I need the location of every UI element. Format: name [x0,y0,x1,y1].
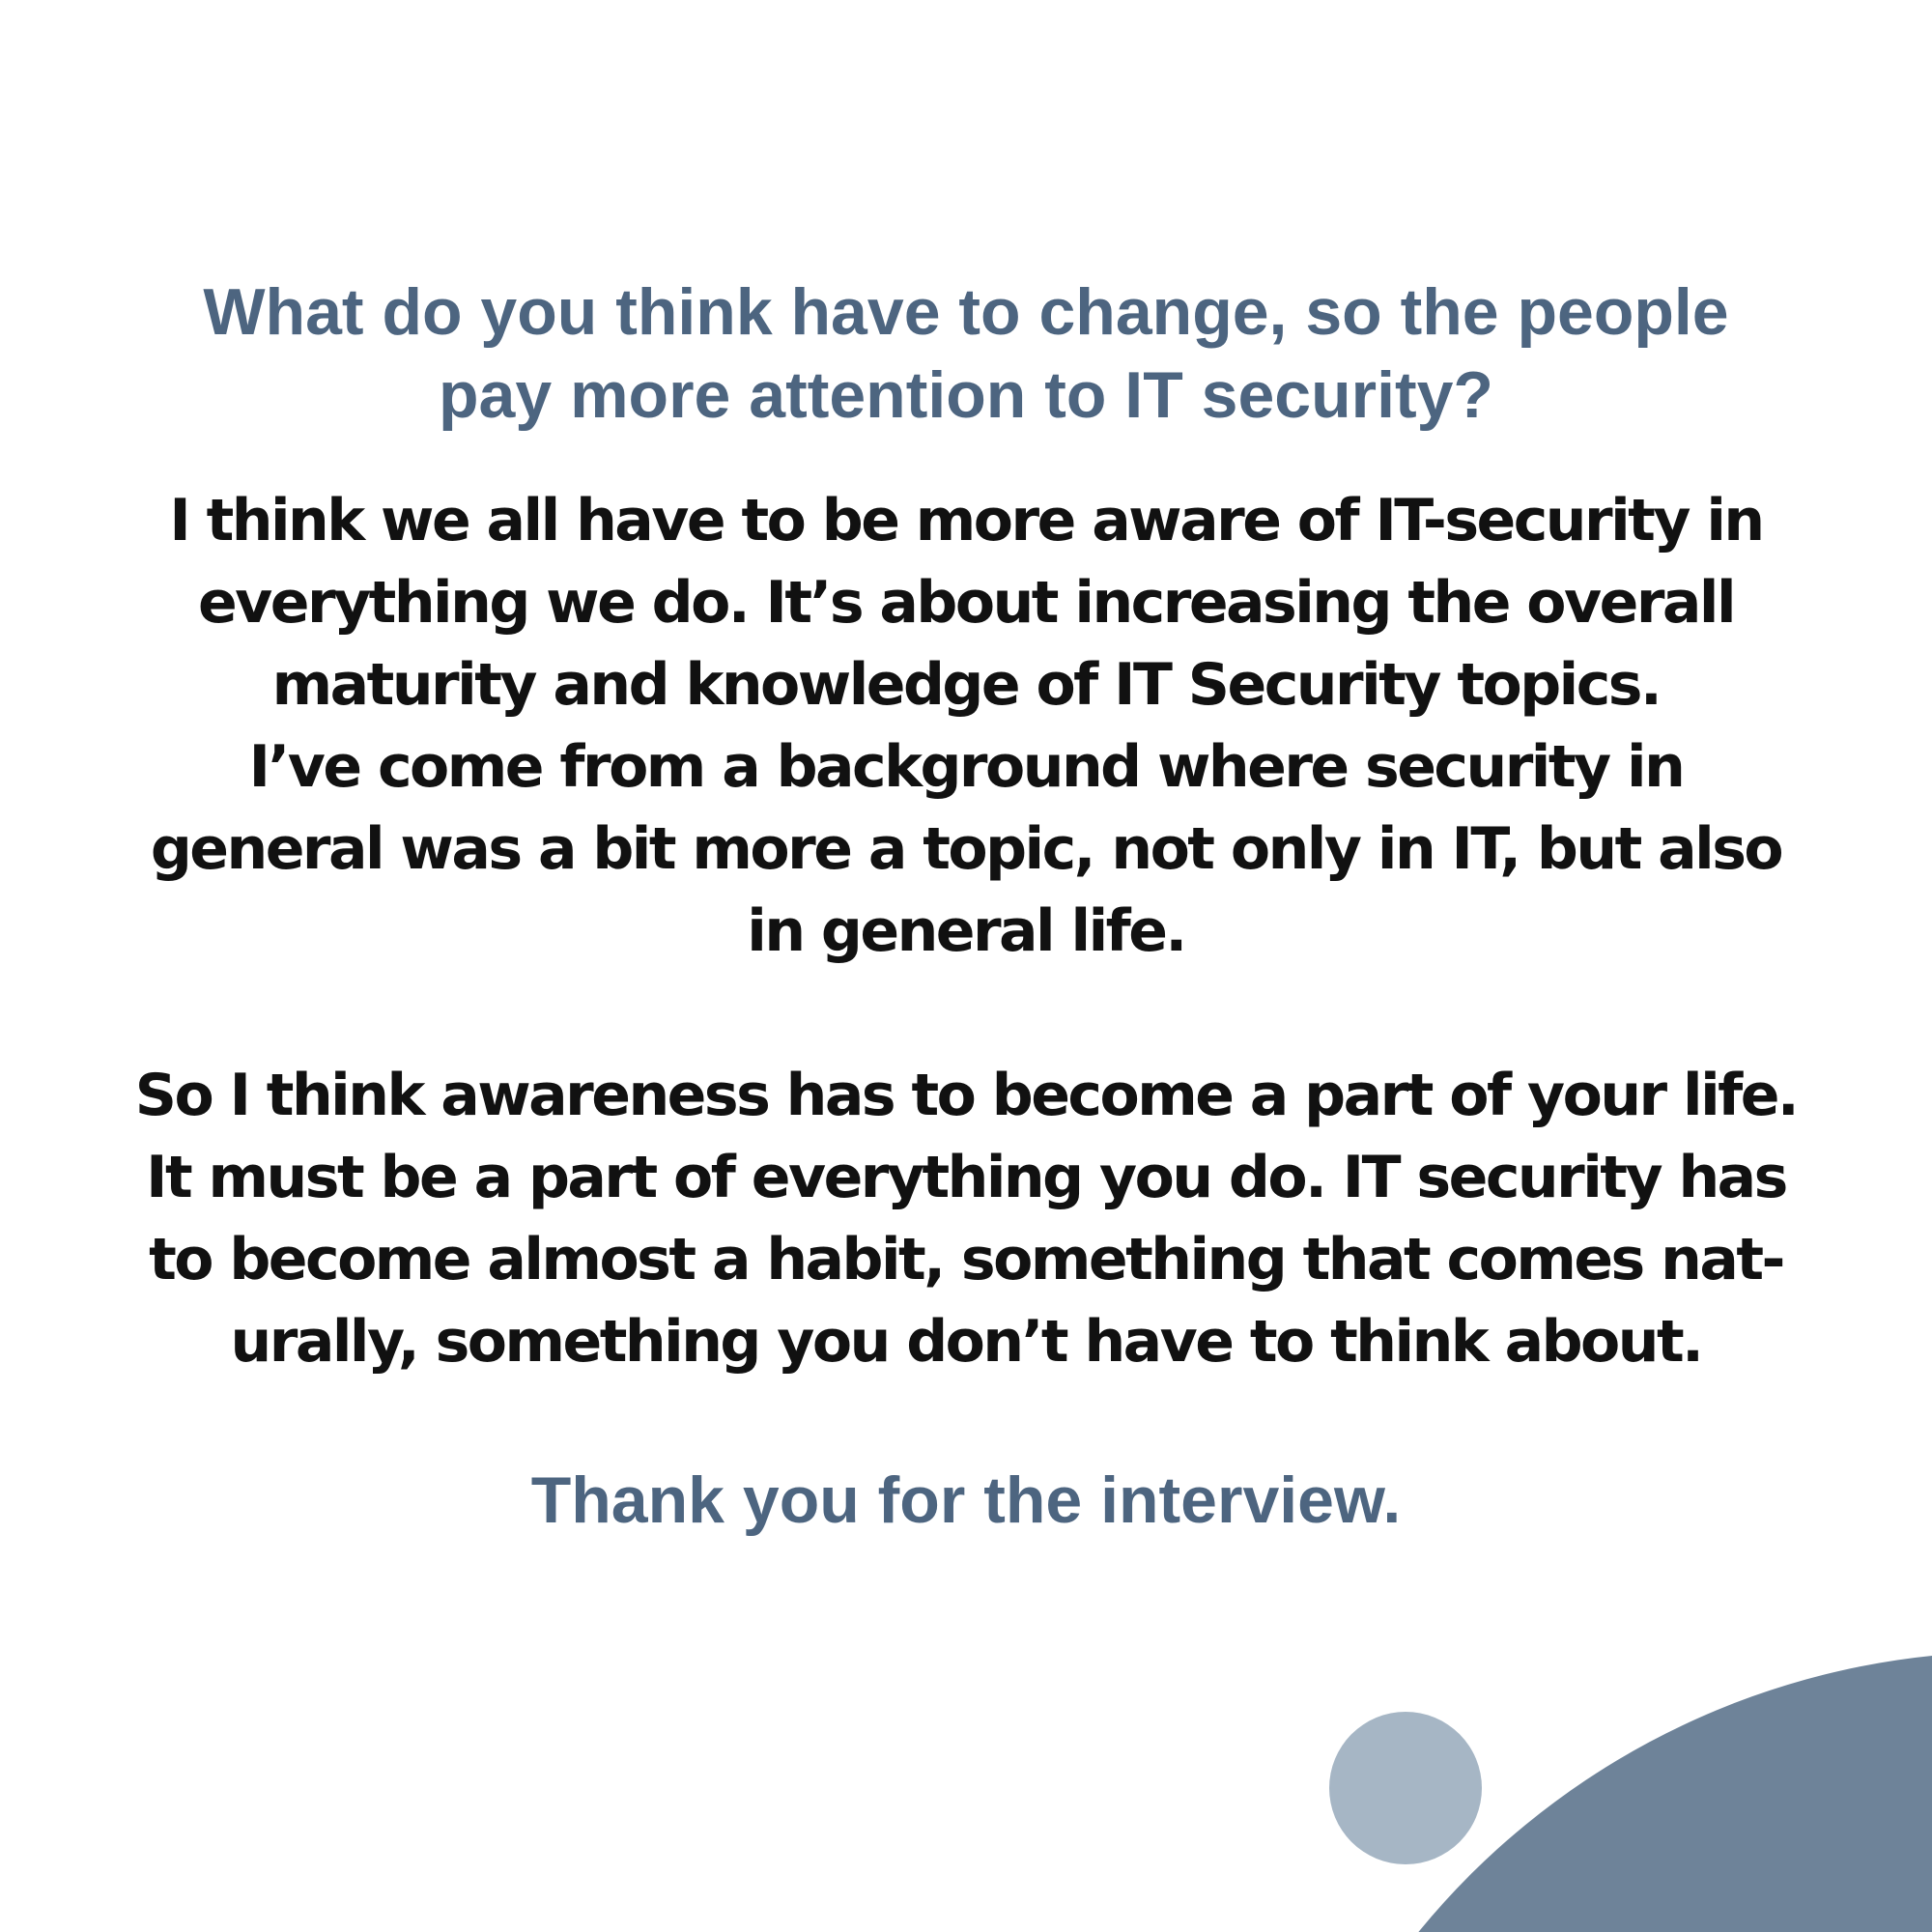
answer-paragraph-1 [97,480,1835,973]
answer-text [97,480,1835,1383]
answer-line: general was a bit more a topic, not only in IT, but also [150,815,1782,883]
answer-line: I think we all have to be more aware of IT-security in [169,487,1763,554]
answer-line: It must be a part of everything you do. IT security has [146,1144,1786,1211]
question-line: pay more attention to IT security? [439,358,1493,432]
large-circle-shape [1246,1652,1932,1932]
small-circle-overlap-shape [1329,1712,1482,1864]
answer-line: urally, something you don’t have to think about. [230,1308,1702,1376]
answer-line: in general life. [747,897,1185,965]
answer-line: maturity and knowledge of IT Security topics. [271,651,1661,719]
small-circle-shape [1329,1712,1482,1864]
answer-line: everything we do. It’s about increasing the overall [197,569,1735,637]
paragraph-gap [97,973,1835,1055]
question-line: What do you think have to change, so the people [203,275,1729,349]
question-heading [97,270,1835,437]
answer-paragraph-2 [97,1055,1835,1383]
answer-line: I’ve come from a background where security in [248,733,1684,801]
answer-line: So I think awareness has to become a part of your life. [134,1062,1798,1129]
closing-thanks: Thank you for the interview. [530,1463,1402,1537]
answer-line: to become almost a habit, something that comes nat- [149,1226,1783,1293]
